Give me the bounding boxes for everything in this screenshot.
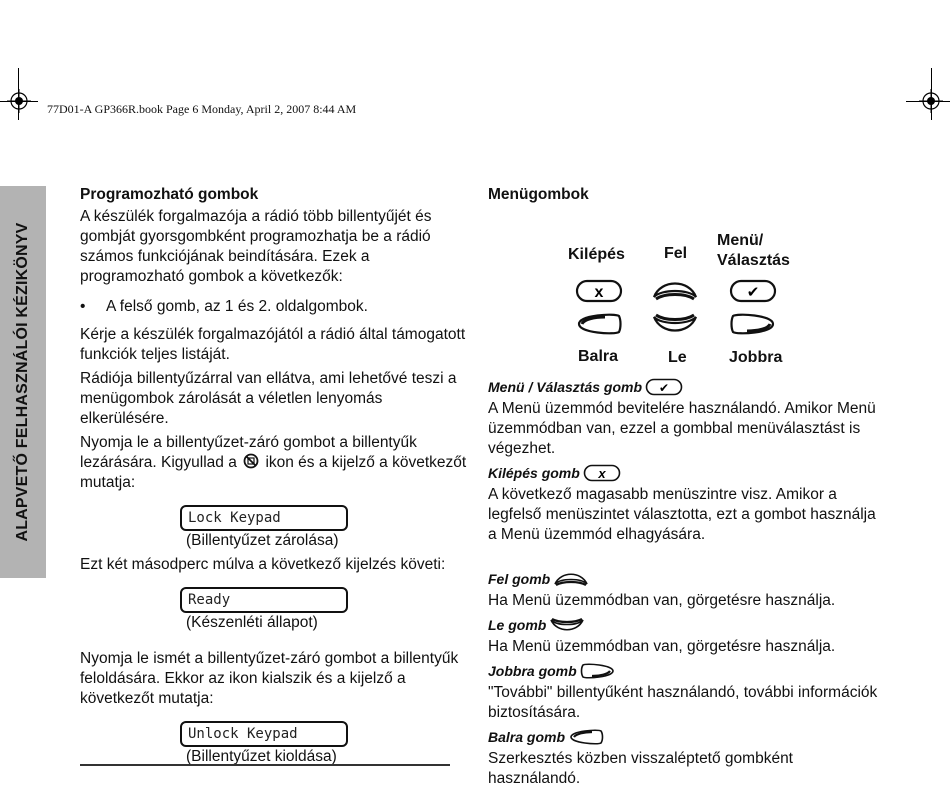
- print-header: 77D01-A GP366R.book Page 6 Monday, April 2, 2007 8:44 AM: [47, 102, 357, 116]
- side-tab: [0, 186, 46, 578]
- paragraph-part: ikon és a kijelző a következőt mutatja:: [80, 454, 467, 491]
- bullet-item: [80, 297, 470, 317]
- label-left: Balra: [578, 348, 619, 365]
- label-right: Jobbra: [729, 349, 783, 366]
- paragraph: Ha Menü üzemmódban van, görgetésre használja.: [488, 638, 836, 655]
- label-exit: Kilépés: [568, 246, 625, 263]
- left-key-icon: [568, 728, 604, 746]
- side-tab-label: ALAPVETŐ FELHASZNÁLÓI KÉZIKÖNYV: [14, 222, 31, 542]
- section-heading-programmable-buttons: Programozható gombok: [80, 186, 259, 203]
- lcd-caption: (Billentyűzet kioldása): [186, 748, 337, 765]
- svg-text:x: x: [594, 284, 604, 301]
- up-title: Fel gomb: [488, 571, 551, 587]
- right-subheading: [488, 661, 888, 681]
- paragraph: Kérje a készülék forgalmazójától a rádió által támogatott funkciók teljes listáját.: [80, 326, 466, 363]
- paragraph: A készülék forgalmazója a rádió több billentyűjét és gombját gyorsgombként programozhatja be a rádió számos funkciójának beindítására. Ezek a programozható gombok a következők:: [80, 208, 432, 285]
- menu-keys-diagram: [488, 207, 888, 375]
- registration-mark-icon: [7, 89, 31, 113]
- lcd-display: Lock Keypad: [180, 505, 348, 531]
- svg-text:x: x: [598, 466, 606, 481]
- exit-subheading: [488, 463, 888, 483]
- lcd-caption: (Billentyűzet zárolása): [186, 532, 339, 549]
- label-up: Fel: [664, 245, 688, 262]
- right-key-icon: [580, 662, 616, 680]
- label-down: Le: [668, 349, 687, 366]
- down-key-icon[interactable]: [651, 309, 699, 337]
- menu-select-subheading: [488, 377, 888, 397]
- right-key-icon[interactable]: [729, 311, 777, 337]
- right-title: Jobbra gomb: [488, 663, 577, 679]
- up-key-icon: [553, 570, 589, 588]
- lcd-display: Unlock Keypad: [180, 721, 348, 747]
- lcd-caption: (Készenléti állapot): [186, 614, 318, 631]
- up-subheading: [488, 569, 888, 589]
- lcd-display: Ready: [180, 587, 348, 613]
- exit-key-icon[interactable]: [575, 279, 623, 303]
- svg-text:✔: ✔: [659, 381, 670, 395]
- up-key-icon[interactable]: [651, 277, 699, 305]
- bullet-text: A felső gomb, az 1 és 2. oldalgombok.: [106, 298, 368, 315]
- paragraph: [80, 433, 470, 493]
- left-title: Balra gomb: [488, 729, 566, 745]
- down-subheading: [488, 615, 888, 635]
- label-menu-select: Menü/ Választás: [717, 232, 790, 269]
- svg-text:✔: ✔: [746, 283, 760, 301]
- menu-select-key-icon: [645, 378, 683, 396]
- paragraph: Rádiója billentyűzárral van ellátva, ami lehetővé teszi a menügombok zárolását a véletlen lenyomás elkerülésére.: [80, 370, 457, 427]
- section-heading-menu-buttons: Menügombok: [488, 186, 589, 203]
- paragraph: Szerkesztés közben visszaléptető gombként használandó.: [488, 750, 793, 787]
- paragraph: A Menü üzemmód bevitelére használandó. Amikor Menü üzemmódban van, ezzel a gombbal menüválasztást is végezhet.: [488, 400, 876, 457]
- left-column: [80, 185, 470, 771]
- exit-key-icon: [583, 464, 621, 482]
- left-subheading: [488, 727, 888, 747]
- down-key-icon: [549, 616, 585, 634]
- menu-select-title: Menü / Választás gomb: [488, 379, 643, 395]
- right-column: [488, 185, 888, 793]
- exit-title: Kilépés gomb: [488, 465, 580, 481]
- left-key-icon[interactable]: [575, 311, 623, 337]
- page-bottom-edge: [80, 764, 450, 772]
- paragraph: Nyomja le ismét a billentyűzet-záró gombot a billentyűk feloldására. Ekkor az ikon kialszik és a kijelző a következőt mutatja:: [80, 650, 459, 707]
- bullet-dot: •: [80, 298, 86, 315]
- paragraph: "További" billentyűként használandó, további információk biztosítására.: [488, 684, 878, 721]
- paragraph: Ha Menü üzemmódban van, görgetésre használja.: [488, 592, 836, 609]
- keypad-lock-icon: [243, 453, 259, 469]
- down-title: Le gomb: [488, 617, 547, 633]
- paragraph: Ezt két másodperc múlva a következő kijelzés követi:: [80, 556, 446, 573]
- registration-mark-icon: [919, 89, 943, 113]
- paragraph: A következő magasabb menüszintre visz. Amikor a legfelső menüszintet választotta, ezt a gombot használja a Menü üzemmód elhagyására.: [488, 486, 876, 543]
- menu-select-key-icon[interactable]: [729, 279, 777, 303]
- paragraph-part: Nyomja le a billentyűzet-záró gombot a billentyűk lezárására. Kigyullad a: [80, 434, 417, 471]
